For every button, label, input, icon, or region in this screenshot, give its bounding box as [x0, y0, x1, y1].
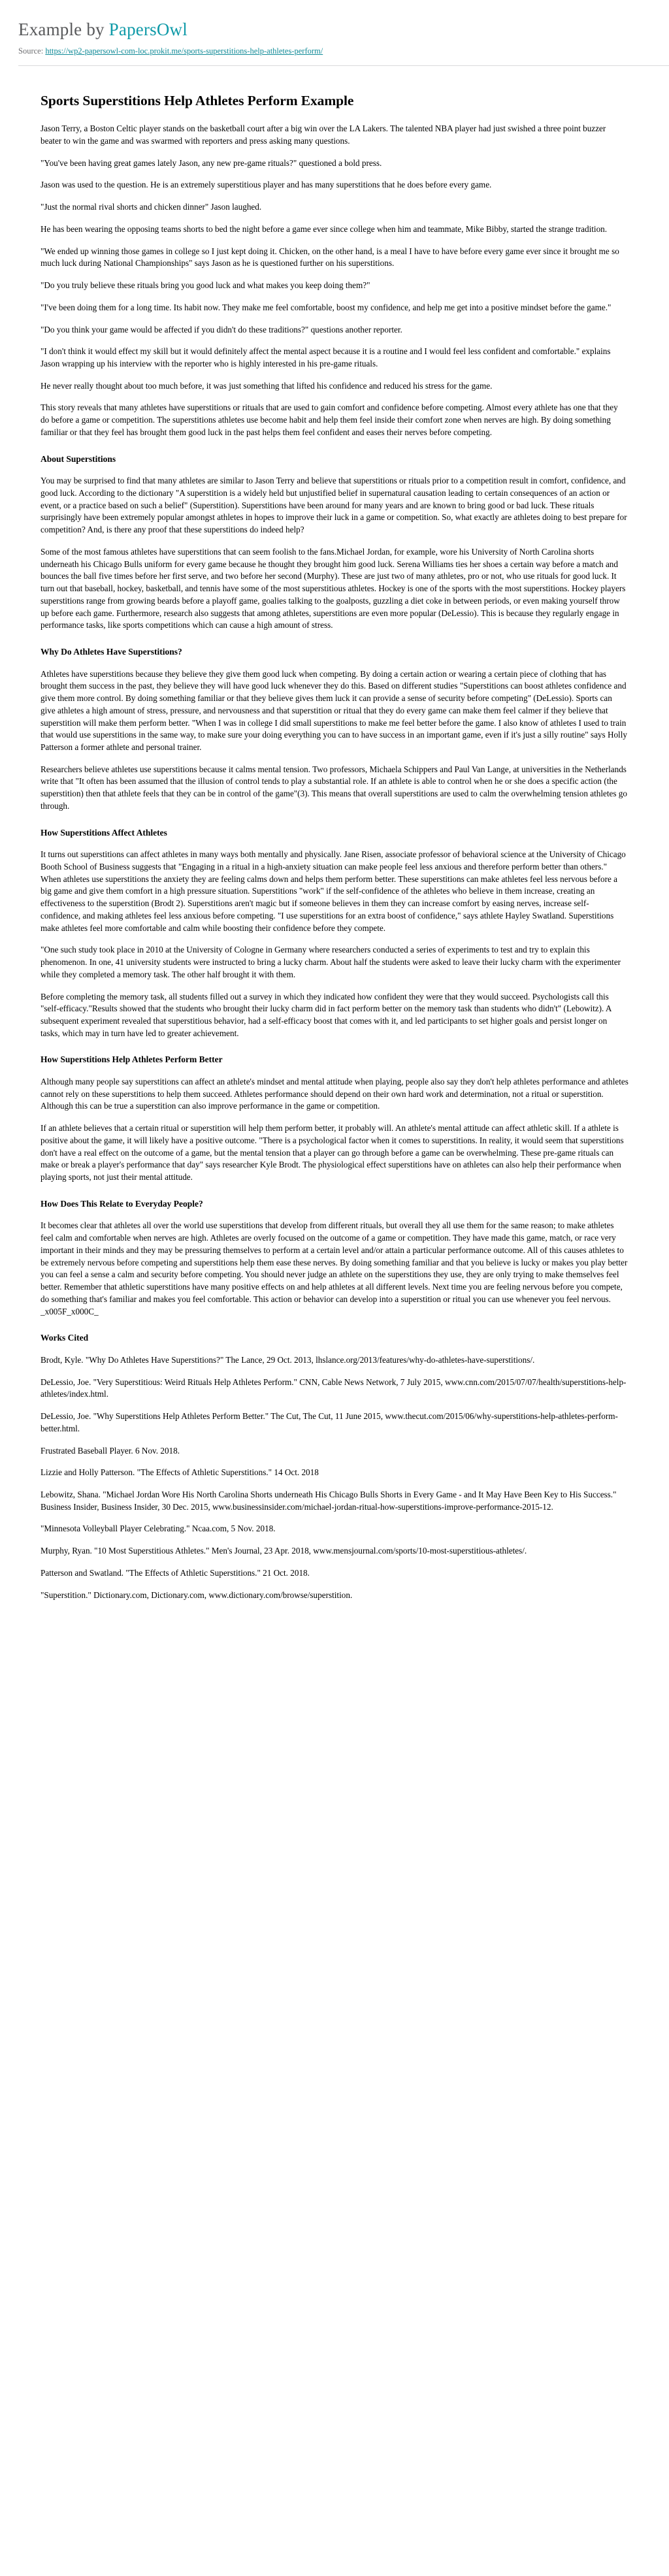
paragraph: "You've been having great games lately Jason, any new pre-game rituals?" questioned a bold press. — [41, 157, 382, 168]
paragraph: Jason was used to the question. He is an extremely superstitious player and has many superstitions that he does before every game. — [41, 180, 492, 190]
section-about-superstitions — [41, 453, 628, 632]
section-heading: About Superstitions — [41, 453, 116, 464]
intro-paragraphs — [41, 123, 628, 438]
brand-title-prefix: Example by — [18, 20, 109, 39]
section-how-does-this-relate-to-everyday-people — [41, 1198, 628, 1318]
document-body — [0, 92, 669, 1637]
paragraph: This story reveals that many athletes have superstitions or rituals that are used to gain comfort and confidence before competing. Almost every athlete has one that they do before a game or competition. The superstitions athletes use become habit and help them feel inside their comfort zone when nerves are high. By doing something familiar or that they feel has brought them good luck in the past helps them feel confident and eases their nerves before competing. — [41, 402, 618, 437]
source-line — [18, 46, 669, 56]
works-cited-heading: Works Cited — [41, 1333, 89, 1343]
paragraph: It turns out superstitions can affect athletes in many ways both mentally and physically. Jane Risen, associate professor of behavioral science at the University of Chicago Booth School of Business suggests that "Engaging in a ritual in a high-anxiety situation can make people feel less anxious and therefore perform better than others." When athletes use superstitions the anxiety they are feeling calms down and helps them perform better. These superstitions can make athletes feel less nervous before a big game and give them comfort in a high pressure situation. Superstitions "work" if the self-confidence of the athletes who believe in them increase, creating an effectiveness to the superstition (Brodt 2). Superstitions aren't magic but if someone believes in them they can increase comfort by easing nerves, increase self-confidence, and making athletes feel less anxious before competing. "I use superstitions for an extra boost of confidence," says athlete Hayley Swatland. Superstitions make athletes feel more comfortable and calm while boosting their confidence before they compete. — [41, 849, 626, 933]
citation-entry: DeLessio, Joe. "Very Superstitious: Weird Rituals Help Athletes Perform." CNN, Cable News Network, 7 July 2015, www.cnn.com/2015/07/07/health/superstitions-help-athletes/index.html. — [41, 1377, 627, 1399]
paragraph: Although many people say superstitions can affect an athlete's mindset and mental attitude when playing, people also say they don't help athletes performance and athletes cannot rely on these superstitions to help them succeed. Athletes performance should depend on their own hard work and determination, not a ritual or superstition. Although this can be true a superstition can also improve performance in the game or competition. — [41, 1077, 628, 1111]
paragraph: "Do you truly believe these rituals bring you good luck and what makes you keep doing them?" — [41, 280, 370, 291]
citation-entry: Lizzie and Holly Patterson. "The Effects of Athletic Superstitions." 14 Oct. 2018 — [41, 1467, 319, 1478]
paragraph: Researchers believe athletes use superstitions because it calms mental tension. Two professors, Michaela Schippers and Paul Van Lange, at universities in the Netherlands write that "It often has been assumed that the illusion of control tends to play a substantial role. If an athlete is able to control when he or she does a specific action (the superstition) then that athlete feels that they can be in control of the game"(3). This means that overall superstitions are used to calm the overwhelming tension athletes go through. — [41, 764, 627, 811]
section-heading: Why Do Athletes Have Superstitions? — [41, 647, 182, 657]
paragraph: "Do you think your game would be affected if you didn't do these traditions?" questions another reporter. — [41, 324, 402, 334]
header-divider — [18, 65, 669, 66]
paragraph: "I don't think it would effect my skill but it would definitely affect the mental aspect because it is a routine and I would feel less confident and comfortable." explains Jason wrapping up his interview with the reporter who is highly interested in his pre-game rituals. — [41, 346, 611, 368]
section-how-superstitions-affect-athletes — [41, 827, 628, 1040]
brand-title — [18, 20, 669, 40]
paragraph: If an athlete believes that a certain ritual or superstition will help them perform better, it probably will. An athlete's mental attitude can affect athletic skill. If a athlete is positive about the game, it will likely have a positive outcome. "There is a psychological factor when it comes to superstitions. In reality, it would seem that superstitions don't have a real effect on the outcome of a game, but the mental tension that a player can go through before a game can be overwhelming. These pre-game rituals can make or break a player's performance that day" says researcher Kyle Brodt. The physiological effect superstitions have on athletes can also help their performance when playing sports, not just their mental attitude. — [41, 1123, 624, 1182]
citation-entry: "Minnesota Volleyball Player Celebrating." Ncaa.com, 5 Nov. 2018. — [41, 1524, 276, 1534]
citation-entry: "Superstition." Dictionary.com, Dictionary.com, www.dictionary.com/browse/superstition. — [41, 1590, 353, 1600]
citation-entry: Lebowitz, Shana. "Michael Jordan Wore His North Carolina Shorts underneath His Chicago Bulls Shorts in Every Game - and It May Have Been Key to His Success." Business Insider, Business Insider, 30 Dec. 2015, www.businessinsider.com/michael-jordan-ritual-how-superstitions-improve-performance-2015-12. — [41, 1490, 617, 1512]
section-works-cited — [41, 1332, 628, 1601]
citation-entry: Patterson and Swatland. "The Effects of Athletic Superstitions." 21 Oct. 2018. — [41, 1567, 310, 1578]
page-title: Sports Superstitions Help Athletes Perform Example — [41, 93, 354, 109]
citation-entry: DeLessio, Joe. "Why Superstitions Help Athletes Perform Better." The Cut, The Cut, 11 June 2015, www.thecut.com/2015/06/why-superstitions-help-athletes-perform-better.html. — [41, 1411, 618, 1433]
paragraph: You may be surprised to find that many athletes are similar to Jason Terry and believe that superstitions or rituals prior to a competition result in comfort, confidence, and good luck. According to the dictionary "A superstition is a widely held but unjustified belief in supernatural causation leading to certain consequences of an action or event, or a practice based on such a belief" (Superstition). Superstitions have been around for many years and are known to bring good or bad luck. These rituals surprisingly have been extremely popular amongst athletes in hopes to improve their luck in a game or competition. So, what exactly are athletes doing to best prepare for competition? And, is there any proof that these superstitions do indeed help? — [41, 476, 627, 535]
source-url-link[interactable]: https://wp2-papersowl-com-loc.prokit.me/sports-superstitions-help-athletes-perform/ — [45, 46, 323, 56]
paragraph: Athletes have superstitions because they believe they give them good luck when competing. By doing a certain action or wearing a certain piece of clothing that has brought them success in the past, they believe they will have good luck whenever they do this. Based on different studies "Superstitions can boost athletes confidence and give them more control. By doing something familiar or that they believe gives them luck it can provide a sense of security before competing" (DeLessio). Sports can give athletes a high amount of stress, pressure, and nervousness and that superstition or ritual that they do every game can make them feel calmer if they believe that superstition will make them perform better. "When I was in college I did small superstitions to make me feel better before the game. I also know of athletes I used to train that would use superstitions in the same way, to make sure your doing everything you can to have success in an important game, even if it's just a silly routine" says Holly Patterson a former athlete and personal trainer. — [41, 668, 627, 752]
section-heading: How Superstitions Help Athletes Perform Better — [41, 1054, 223, 1065]
paragraph: Jason Terry, a Boston Celtic player stands on the basketball court after a big win over the LA Lakers. The talented NBA player had just swished a three point buzzer beater to win the game and was swarmed with reporters and press asking many questions. — [41, 123, 606, 146]
paragraph: "Just the normal rival shorts and chicken dinner" Jason laughed. — [41, 202, 262, 212]
paragraph: "I've been doing them for a long time. Its habit now. They make me feel comfortable, boost my confidence, and help me get into a positive mindset before the game." — [41, 302, 612, 312]
section-heading: How Superstitions Affect Athletes — [41, 827, 167, 838]
paragraph: He never really thought about too much before, it was just something that lifted his confidence and reduced his stress for the game. — [41, 380, 493, 391]
source-label: Source: — [18, 46, 44, 56]
paragraph: Before completing the memory task, all students filled out a survey in which they indicated how confident they were that they would succeed. Psychologists call this "self-efficacy."Results showed that the students who brought their lucky charm did in fact perform better on the memory task than students who didn't" (Lebowitz). A subsequent experiment revealed that superstitious behavior, had a self-efficacy boost that comes with it, and led participants to set higher goals and persist longer on tasks, which may in turn have led to greater achievement. — [41, 991, 612, 1038]
section-heading: How Does This Relate to Everyday People? — [41, 1198, 203, 1209]
citation-entry: Brodt, Kyle. "Why Do Athletes Have Superstitions?" The Lance, 29 Oct. 2013, lhslance.org/2013/features/why-do-athletes-have-superstitions/. — [41, 1354, 535, 1365]
paragraph: Some of the most famous athletes have superstitions that can seem foolish to the fans.Michael Jordan, for example, wore his University of North Carolina shorts underneath his Chicago Bulls uniform for every game because he thought they brought him good luck. Serena Williams ties her shoes a certain way before a match and bounces the ball five times before her first serve, and two before her second (Murphy). These are just two of many athletes, pro or not, who use rituals for good luck. It turn out that baseball, hockey, basketball, and tennis have some of the most superstitious athletes. Hockey is one of the sports with the most superstitions. Hockey players superstitions range from growing beards before a playoff game, goalies talking to the goalposts, guzzling a diet coke in between periods, or even making yourself throw up before each game. Furthermore, research also suggests that among athletes, superstitions are even more popular (DeLessio). This is because they regularly engage in performance tasks, like sports competitions which can cause a high amount of stress. — [41, 546, 626, 630]
paragraph: He has been wearing the opposing teams shorts to bed the night before a game ever since college when him and teammate, Mike Bibby, started the strange tradition. — [41, 223, 608, 234]
citation-entry: Frustrated Baseball Player. 6 Nov. 2018. — [41, 1445, 180, 1456]
paragraph: "One such study took place in 2010 at the University of Cologne in Germany where researchers conducted a series of experiments to test and try to explain this phenomenon. In one, 41 university students were instructed to bring a lucky charm. About half the students were asked to leave their lucky charm with the experimenter while they completed a memory task. The other half brought it with them. — [41, 945, 621, 979]
paragraph: "We ended up winning those games in college so I just kept doing it. Chicken, on the other hand, is a meal I have to have before every game ever since it brought me so much luck during National Championships" says Jason as he is questioned further on his superstitions. — [41, 246, 619, 269]
citation-entry: Murphy, Ryan. "10 Most Superstitious Athletes." Men's Journal, 23 Apr. 2018, www.mensjournal.com/sports/10-most-superstitious-athletes/. — [41, 1546, 527, 1556]
section-why-do-athletes-have-superstitions — [41, 646, 628, 813]
brand-name: PapersOwl — [108, 20, 188, 39]
brand-header — [0, 0, 669, 66]
section-how-superstitions-help-athletes-perform-better — [41, 1054, 628, 1183]
paragraph: It becomes clear that athletes all over the world use superstitions that develop from different rituals, but overall they all use them for the same reason; to make athletes feel calm and comfortable when nerves are high. Athletes are overly focused on the outcome of a game or competition. They have made this game, match, or race very important in their minds and they may be pressuring themselves to perform at a certain level and/or attain a particular performance outcome. All of this causes athletes to be extremely nervous before competing and superstitions help them ease these nerves. By doing something familiar and that you believe is lucky or makes you play better you can feel a sense a calm and security before competing. You should never judge an athlete on the superstitions they use, they are only trying to make themselves feel better. Remember that athletic superstitions have many positive effects on and help athletes at all different levels. Next time you are feeling nervous before you compete, do something that's familiar and makes you feel comfortable. This action or behavior can develop into a superstition or ritual you can use whenever you feel nervous. _x005F_x000C_ — [41, 1220, 628, 1316]
